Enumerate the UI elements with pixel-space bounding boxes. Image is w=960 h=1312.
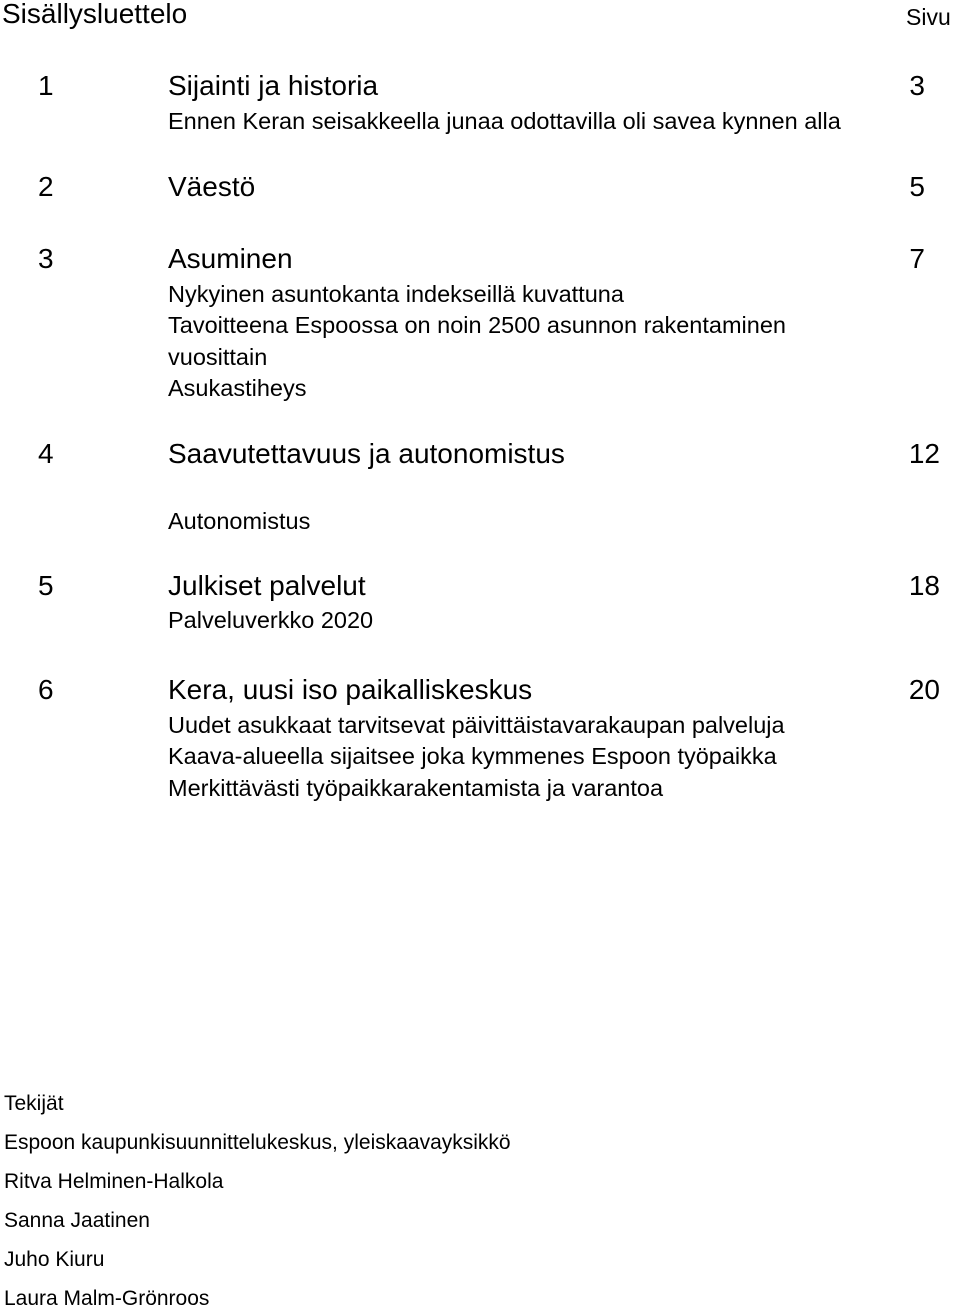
page-title: Sisällysluettelo (2, 0, 188, 29)
toc-subitem: Uudet asukkaat tarvitsevat päivittäistavarakaupan palveluja (168, 712, 785, 738)
toc-entry-page: 7 (909, 243, 925, 274)
toc-entry-title: Julkiset palvelut (168, 570, 366, 601)
toc-entry-title: Saavutettavuus ja autonomistus (168, 438, 565, 469)
toc-subitem: Nykyinen asuntokanta indekseillä kuvattuna (168, 281, 624, 307)
toc-entry-title: Väestö (168, 171, 256, 202)
toc-entry-page: 3 (909, 70, 925, 101)
author-name: Laura Malm-Grönroos (4, 1287, 210, 1310)
toc-subitem: Tavoitteena Espoossa on noin 2500 asunnon rakentaminen (168, 312, 786, 338)
toc-entry-page: 5 (909, 171, 925, 202)
toc-subitem: vuosittain (168, 344, 268, 370)
page-column-label: Sivu (906, 4, 951, 30)
toc-entry-number: 1 (38, 70, 54, 101)
toc-entry-page: 12 (908, 438, 940, 469)
toc-subitem: Merkittävästi työpaikkarakentamista ja varantoa (168, 775, 664, 801)
toc-entry-title: Sijainti ja historia (168, 70, 379, 101)
toc-subitem: Autonomistus (168, 508, 311, 534)
toc-entry-number: 4 (38, 438, 54, 469)
toc-subitem: Palveluverkko 2020 (168, 607, 374, 633)
toc-entry-page: 18 (908, 570, 940, 601)
authors-organization: Espoon kaupunkisuunnittelukeskus, yleiskaavayksikkö (4, 1131, 511, 1154)
toc-entry-page: 20 (908, 674, 940, 705)
author-name: Juho Kiuru (4, 1248, 105, 1271)
toc-entry-title: Asuminen (168, 243, 293, 274)
toc-subitem: Ennen Keran seisakkeella junaa odottavilla oli savea kynnen alla (168, 108, 841, 134)
toc-entry-number: 3 (38, 243, 54, 274)
toc-entry-number: 6 (38, 674, 54, 705)
toc-entry-number: 2 (38, 171, 54, 202)
toc-entry-title: Kera, uusi iso paikalliskeskus (168, 674, 533, 705)
toc-subitem: Kaava-alueella sijaitsee joka kymmenes Espoon työpaikka (168, 743, 777, 769)
authors-heading: Tekijät (4, 1092, 64, 1115)
toc-subitem: Asukastiheys (168, 375, 307, 401)
author-name: Sanna Jaatinen (4, 1209, 150, 1232)
toc-entry-number: 5 (38, 570, 54, 601)
author-name: Ritva Helminen-Halkola (4, 1170, 224, 1193)
